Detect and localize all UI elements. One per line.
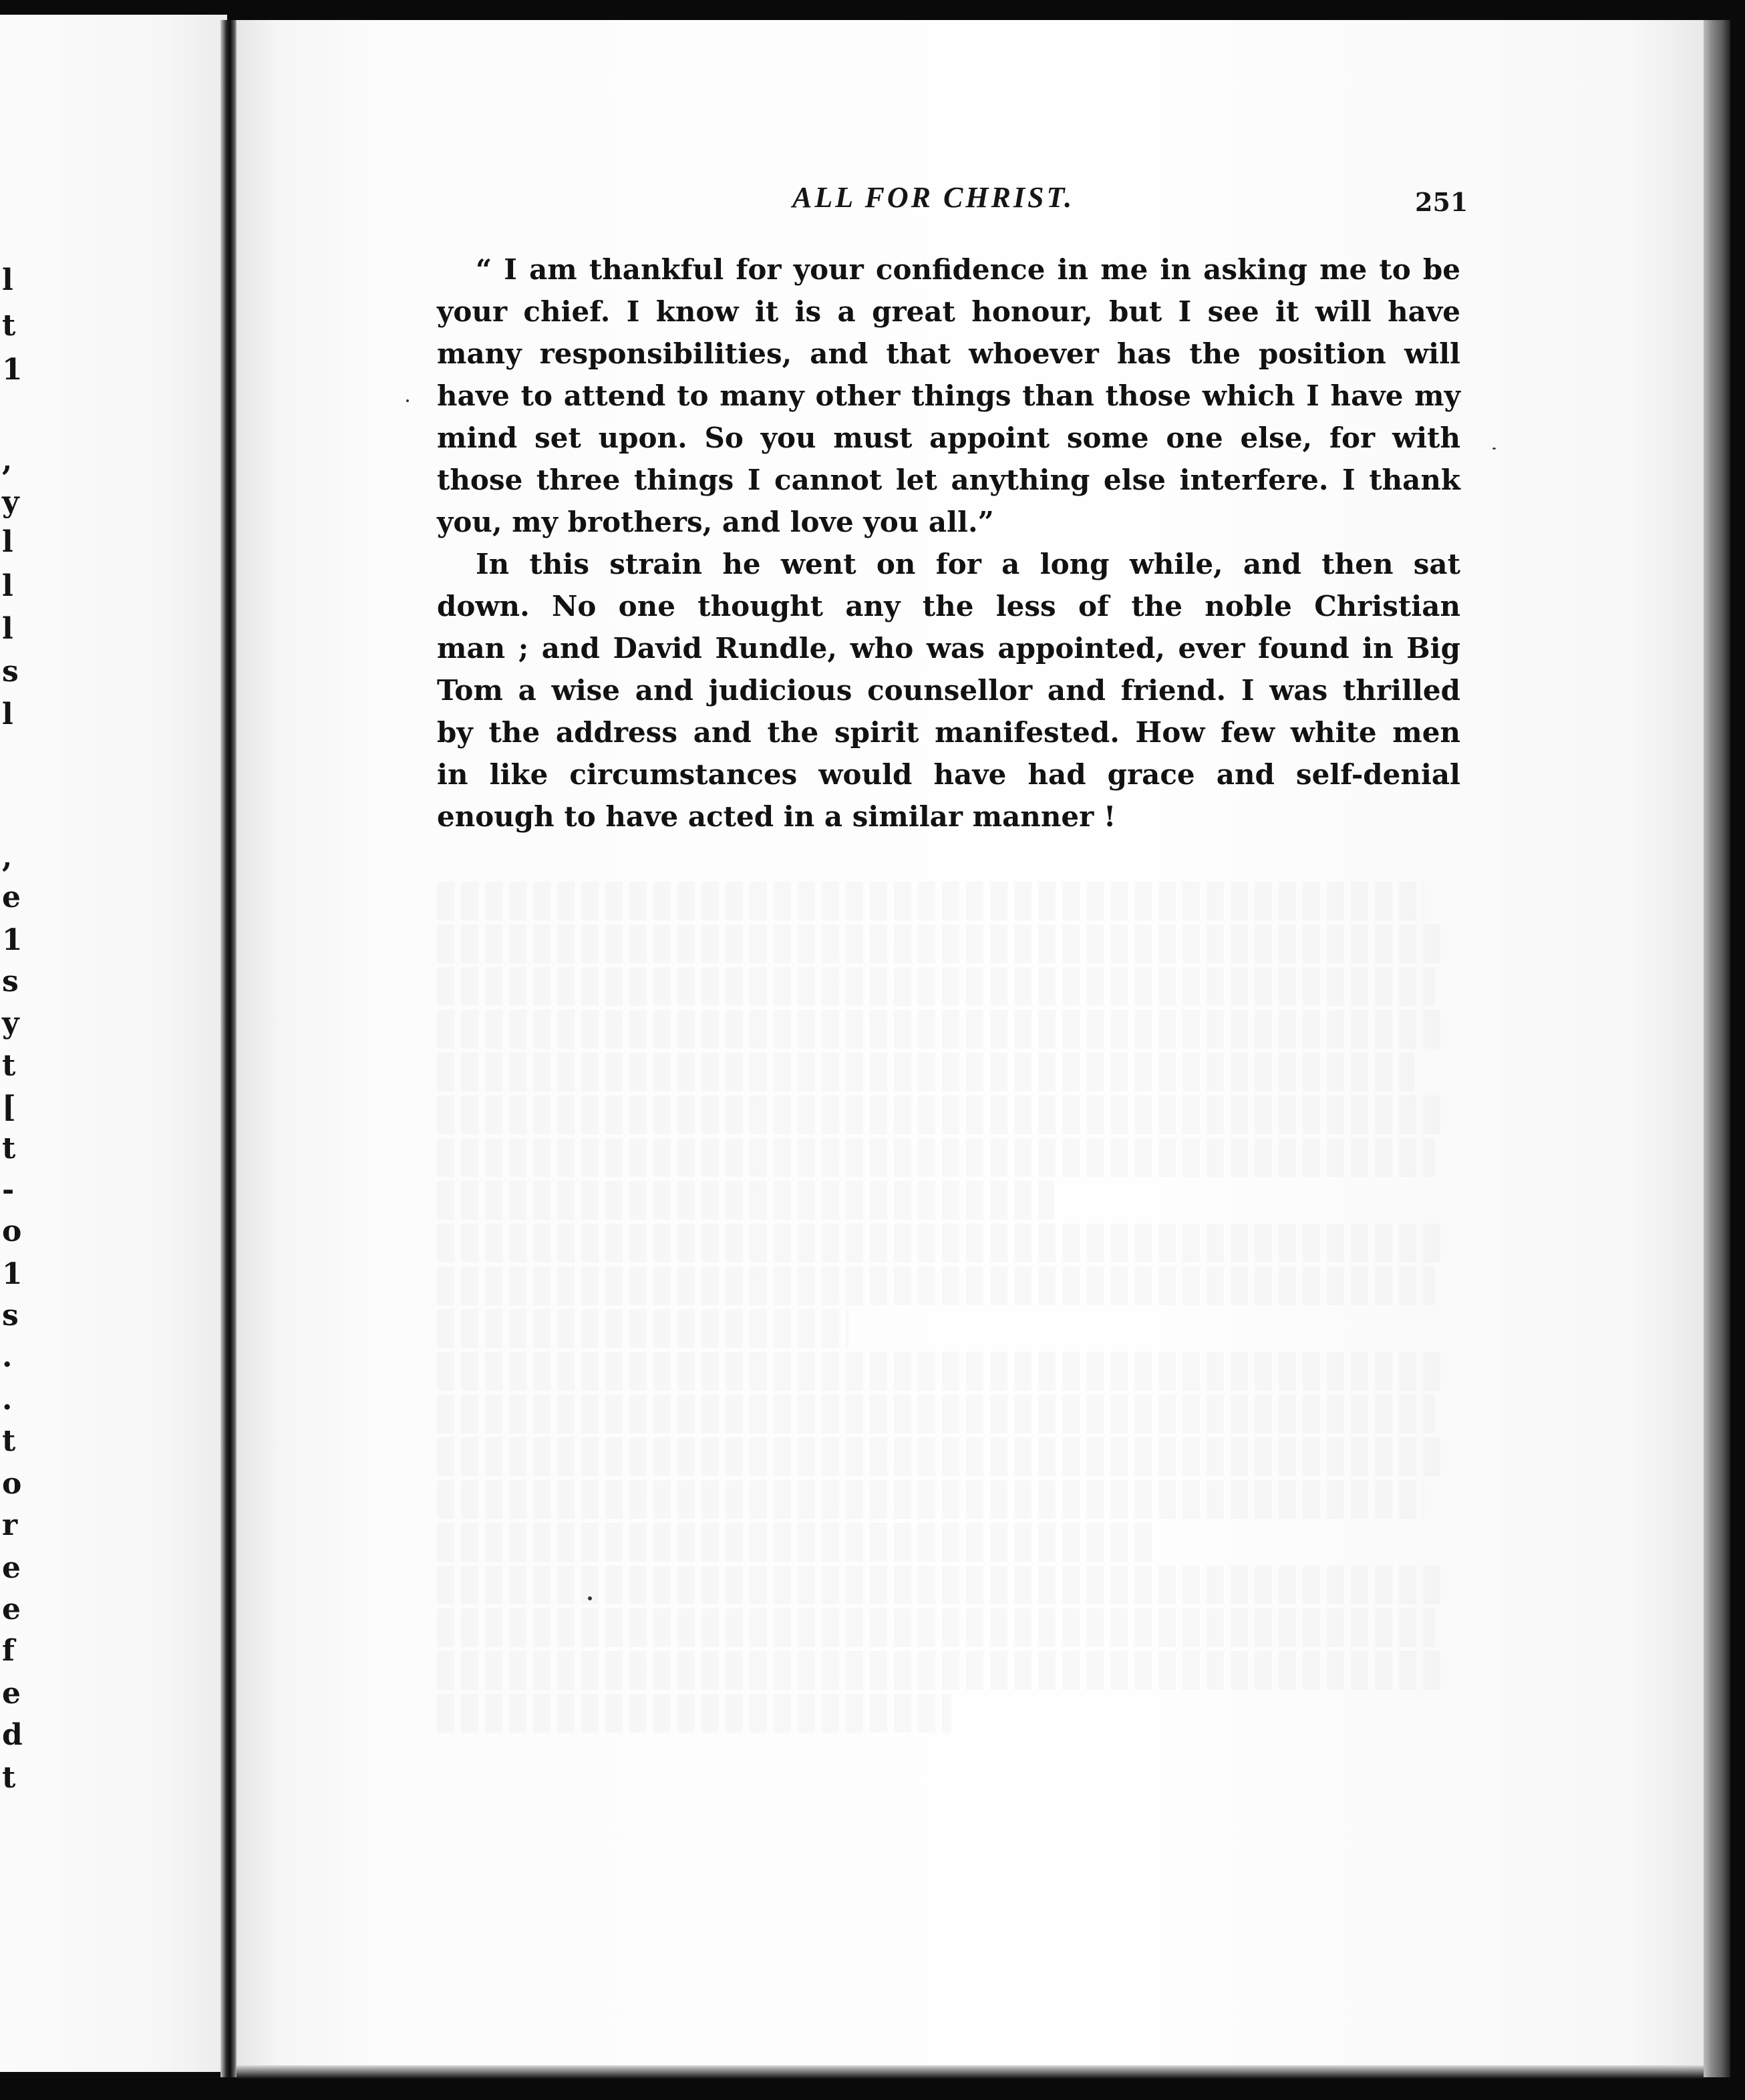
- fragment: l: [2, 569, 13, 603]
- ghost-line: [437, 1523, 1157, 1562]
- ghost-line: [437, 882, 1424, 920]
- fragment: ,: [2, 840, 13, 874]
- ghost-line: [437, 1095, 1445, 1134]
- fragment: -: [2, 1173, 15, 1207]
- ghost-line: [437, 1694, 951, 1733]
- text-line: those three things I cannot let anything else interfere. I thank: [437, 464, 1460, 496]
- fragment: r: [2, 1508, 18, 1542]
- fragment: ,: [2, 444, 13, 478]
- ghost-line: [437, 1395, 1435, 1433]
- text-line: “ I am thankful for your confidence in me in asking me to be: [476, 253, 1460, 286]
- fragment: [: [2, 1090, 16, 1124]
- fragment: .: [2, 1340, 13, 1374]
- fragment: o: [2, 1467, 22, 1501]
- fragment: 1: [2, 1257, 23, 1291]
- fragment: 1: [2, 353, 23, 387]
- ghost-line: [437, 1480, 1424, 1519]
- fragment: 1: [2, 923, 23, 957]
- scan-speck: [588, 1596, 592, 1600]
- book-gutter: [220, 20, 238, 2077]
- fragment: l: [2, 612, 13, 646]
- fragment: f: [2, 1634, 15, 1668]
- bleed-through-text: [437, 882, 1466, 1737]
- text-line: down. No one thought any the less of the noble Christian: [437, 590, 1460, 623]
- fragment: l: [2, 697, 13, 731]
- ghost-line: [437, 1352, 1445, 1391]
- ghost-line: [437, 1224, 1445, 1262]
- ghost-line: [437, 924, 1445, 963]
- ghost-line: [437, 1651, 1445, 1690]
- ghost-line: [437, 1138, 1435, 1177]
- fragment: y: [2, 485, 19, 519]
- text-line: Tom a wise and judicious counsellor and friend. I was thrilled: [437, 674, 1460, 707]
- fragment: e: [2, 880, 21, 914]
- ghost-line: [437, 1053, 1414, 1091]
- text-line: by the address and the spirit manifested. How few white men: [437, 716, 1460, 749]
- fragment: s: [2, 965, 19, 999]
- fragment: s: [2, 1298, 19, 1333]
- fragment: l: [2, 263, 13, 297]
- fragment: d: [2, 1718, 23, 1752]
- fragment: t: [2, 309, 16, 343]
- ghost-line: [437, 1266, 1435, 1305]
- text-line: mind set upon. So you must appoint some one else, for with: [437, 421, 1460, 454]
- fragment: t: [2, 1131, 16, 1166]
- text-line: In this strain he went on for a long while, and then sat: [476, 548, 1460, 580]
- body-text: [437, 248, 1460, 838]
- fragment: t: [2, 1761, 16, 1795]
- fragment: t: [2, 1424, 16, 1458]
- fragment: l: [2, 525, 13, 559]
- fragment: e: [2, 1551, 21, 1585]
- page-number: 251: [1415, 187, 1468, 217]
- page-edge-shadow: [1704, 20, 1730, 2077]
- text-line: in like circumstances would have had grace and self-denial: [437, 758, 1460, 791]
- text-line: enough to have acted in a similar manner !: [437, 800, 1116, 833]
- text-line: man ; and David Rundle, who was appointed, ever found in Big: [437, 632, 1460, 665]
- fragment: o: [2, 1214, 22, 1248]
- bottom-edge-shadow: [236, 2065, 1704, 2079]
- text-line: have to attend to many other things than those which I have my: [437, 379, 1460, 412]
- fragment: .: [2, 1383, 13, 1417]
- fragment: y: [2, 1006, 19, 1040]
- scan-speck: [1492, 448, 1496, 450]
- fragment: s: [2, 655, 19, 689]
- ghost-line: [437, 1437, 1445, 1476]
- fragment: e: [2, 1592, 21, 1626]
- ghost-line: [437, 967, 1435, 1006]
- ghost-line: [437, 1181, 1054, 1220]
- scan-speck: [406, 399, 409, 402]
- ghost-line: [437, 1309, 848, 1348]
- fragment: t: [2, 1049, 16, 1083]
- running-head: ALL FOR CHRIST.: [792, 181, 1075, 214]
- text-line: many responsibilities, and that whoever has the position will: [437, 337, 1460, 370]
- ghost-line: [437, 1010, 1445, 1049]
- text-line: your chief. I know it is a great honour, but I see it will have: [437, 295, 1460, 328]
- fragment: e: [2, 1677, 21, 1711]
- left-page-letter-fragments: [0, 0, 227, 2100]
- ghost-line: [437, 1608, 1435, 1647]
- text-line: you, my brothers, and love you all.”: [437, 506, 994, 538]
